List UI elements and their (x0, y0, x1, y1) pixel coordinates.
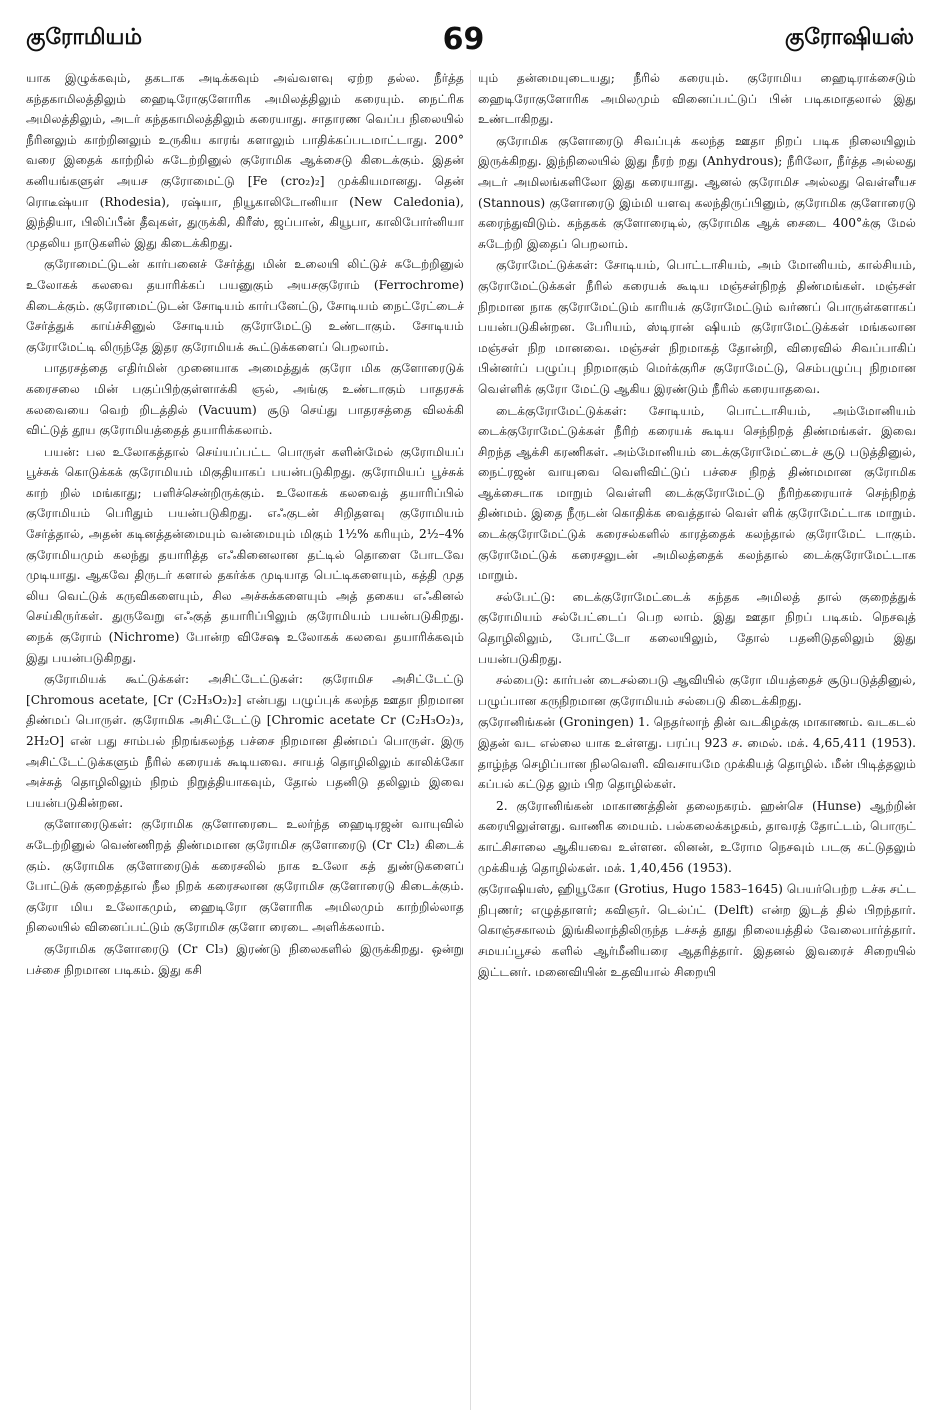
running-head-right: குரோஷியஸ் (784, 25, 914, 50)
paragraph: பயன்: பல உலோகத்தால் செய்யப்பட்ட பொருள் களின்மேல் குரோமியப் பூச்சுக் கொடுக்கக் குரோமியம் மிகுதியாகப் பயன்படுகிறது. குரோமியப் பூச்சுக் காற் றில் மங்காது; பளிச்சென்றிருக்கும். உலோகக் கலவைத் தயாரிப்பில் குரோமியம் பெரிதும் பயன்படுகிறது. எஃகுடன் சிறிதளவு குரோமியம் சேர்த்தால், அதன் கடினத்தன்மையும் வன்மையும் மிகும் 1½% கரியும், 2½–4% குரோமியமும் கலந்து தயாரித்த எஃகினைலான தட்டில் தொளை போடவே முடியாது. ஆகவே திருடர் களால் தகர்க்க முடியாத பெட்டிகளையும், கத்தி முத லிய வெட்டுக் கருவிகளையும், சில அச்சுக்களையும் அத் தகைய எஃகினல் செய்கிருர்கள். துருவேறு எஃகுத் தயாரிப்பிலும் குரோமியம் பயன்படுகிறது. நைக் குரோம் (Nichrome) போன்ற விசேஷ உலோகக் கலவை தயாரிக்கவும் இது பயன்படுகிறது. (26, 444, 464, 665)
paragraph: டைக்குரோமேட்டுக்கள்: சோடியம், பொட்டாசியம், அம்மோனியம் டைக்குரோமேட்டுக்கள் நீரிற் கரையக் கூடிய செந்நிறத் திண்மங்கள். இவை சிறந்த ஆக்சி கரணிகள். அம்மோனியம் டைக்குரோமேட்டைச் சூடு படுத்தினுல், நைட்ரஜன் வாயுவை வெளிவிட்டுப் பச்சை நிறத் திண்மமான குரோமிக ஆக்சைடாக மாறும் வெள்ளி டைக்குரோமேட்டு நீரிற்கரையாச் செந்நிறத் திண்மம். இதை நீருடன் கொதிக்க வைத்தால் வெள் ளிக் குரோமேட்டாக மாறும். டைக்குரோமேட்டுக் கரைசல்களில் காரத்தைக் கலந்தால் குரோமேட் டாகும். குரோமேட்டுக் கரைசலுடன் அமிலத்தைக் கலந்தால் டைக்குரோமேட்டாக மாறும். (478, 403, 916, 583)
paragraph: குரோமியக் கூட்டுக்கள்: அசிட்டேட்டுகள்: குரோமிச அசிட்டேட்டு [Chromous acetate, [Cr (C₂H₃O₂)₂] என்பது பழுப்புக் கலந்த ஊதா நிறமான திண்மப் பொருள். குரோமிக அசிட்டேட்டு [Chromic acetate Cr (C₂H₃O₂)₃, 2H₂O] என் பது சாம்பல் நிறங்கலந்த பச்சை நிறமான திண்மப் பொருள். இரு அசிட்டேட்டுக்களும் நீரில் கரையக் கூடியவை. சாயத் தொழிலிலும் காலிக்கோ அச்சுத் தொழிலிலும் நிறம் நிறுத்தியாகவும், தோல் பதனிடு தலிலும் இவை பயன்படுகின்றன. (26, 672, 464, 810)
right-column (478, 68, 916, 1414)
left-column (26, 68, 464, 1414)
paragraph: குரோமிக குளோரைடு (Cr Cl₃) இரண்டு நிலைகளில் இருக்கிறது. ஒன்று பச்சை நிறமான படிகம். இது கசி (26, 941, 464, 977)
paragraph: யும் தன்மையுடையது; நீரில் கரையும். குரோமிய ஹைடிராக்சைடும் ஹைடிரோகுளோரிக அமிலமும் வினைப்பட்டுப் பின் படிகமாதலால் இது உண்டாகிறது. (478, 71, 916, 127)
paragraph: குளோரைடுகள்: குரோமிக குளோரைடை உலர்ந்த ஹைடிரஜன் வாயுவில் சுடேற்றினுல் வெண்ணிறத் திண்மமான குரோமிச குளோரைடு (Cr Cl₂) கிடைக் கும். குரோமிக குளோரைடுக் கரைசலில் நாக உலோ கத் துண்டுகளைப் போட்டுக் குறைத்தால் நீல நிறக் கரைசலான குரோமிச குளோரைடு கிடைக்கும். குரோ மிய உலோகமும், ஹைடிரோ குளோரிக அமிலமும் காற்றில்லாத நிலையில் வினைப்பட்டும் குரோமிச குளோ ரைடை அளிக்கலாம். (26, 817, 464, 935)
paragraph: யாக இழுக்கவும், தகடாக அடிக்கவும் அவ்வளவு ஏற்ற தல்ல. நீர்த்த கந்தகாமிலத்திலும் ஹைடிரோகுளோரிக அமிலத்திலும் கரையும். நைட்ரிக அமிலத்திலும், அடர் கந்தகாமிலத்திலும் கரையாது. சாதாரண வெப்ப நிலையில் நீரினலும் காற்றினலும் உருகிய காரங் களாலும் பாதிக்கப்படமாட்டாது. 200° வரை இதைக் காற்றில் சுடேற்றினுல் குரோமிக ஆக்சைடு கிடைக்கும். இதன் கனியங்களுள் அயச குரோமைட்டு [Fe (cro₂)₂] முக்கியமானது. தென் ரொடீஷ்யா (Rhodesia), ரஷ்யா, நியூகாலிடோனியா (New Caledonia), இந்தியா, பிலிப்பீன் தீவுகள், துருக்கி, கிரீஸ், ஜப்பான், கியூபா, காலிபோர்னியா முதலிய நாடுகளில் இது கிடைக்கிறது. (26, 71, 464, 250)
entry-grotius: குரோஷியஸ், ஹியூகோ (Grotius, Hugo 1583–1645) பெயர்பெற்ற டச்சு சட்ட நிபுணர்; எழுத்தாளர்; கவிஞர். டெல்ப்ட் (Delft) என்ற இடத் தில் பிறந்தார். கொஞ்சகாலம் இங்கிலாந்திலிருந்த டச்சுத் தூது நிலையத்தில் வேலைபார்த்தார். சமயப்பூசல் களில் ஆர்மீனியரை ஆதரித்தார். இதனல் இவரைச் சிறையில் இட்டனர். மனைவியின் உதவியால் சிறையி (478, 882, 916, 979)
page-number: 69 (442, 21, 485, 57)
page-header (26, 18, 914, 60)
paragraph: சல்பைடு: கார்பன் டைசல்பைடு ஆவியில் குரோ மியத்தைச் சூடுபடுத்தினுல், பழுப்பான கருநிறமான குரோமியம் சல்பைடு கிடைக்கிறது. (478, 673, 916, 708)
paragraph: குரோமிக குளோரைடு சிவப்புக் கலந்த ஊதா நிறப் படிக நிலையிலும் இருக்கிறது. இந்நிலையில் இது நீரற் றது (Anhydrous); நீரிலோ, நீர்த்த அல்லது அடர் அமிலங்களிலோ இது கரையாது. ஆனல் குரோமிச அல்லது வெள்ளீயச (Stannous) குளோரைடு இம்மி யளவு கலந்திருப்பினும், குரோமிக குளோரைடு கரைந்துவிடும். கந்தகக் குளோரைடில், குரோமிக ஆக் சைடை 400°க்கு மேல் சுடேற்றி இதைப் பெறலாம். (478, 133, 916, 251)
paragraph: பாதரசத்தை எதிர்மின் முனையாக அமைத்துக் குரோ மிக குளோரைடுக் கரைசலை மின் பகுப்பிற்குள்ளாக்கி ஞல், அங்கு உண்டாகும் பாதரசக் கலவையை வெற் றிடத்தில் (Vacuum) சூடு செய்து பாதரசத்தை விலக்கி விட்டுத் தூய குரோமியத்தைத் தயாரிக்கலாம். (26, 361, 464, 438)
running-head-left: குரோமியம் (26, 25, 143, 50)
paragraph: 2. குரோனிங்கன் மாகாணத்தின் தலைநகரம். ஹன்செ (Hunse) ஆற்றின் கரையிலுள்ளது. வாணிக மையம். பல்கலைக்கழகம், தாவரத் தோட்டம், பொருட் காட்சிசாலை ஆகியவை உள்ளன. லினன், உரோம நெசவும் படகு கட்டுதலும் முக்கியத் தொழில்கள். மக். 1,40,456 (1953). (478, 798, 916, 875)
paragraph: சல்பேட்டு: டைக்குரோமேட்டைக் கந்தக அமிலத் தால் குறைத்துக் குரோமியம் சல்பேட்டைப் பெற லாம். இது ஊதா நிறப் படிகம். நெசவுத் தொழிலிலும், போட்டோ கலையிலும், தோல் பதனிடுதலிலும் இது பயன்படுகிறது. (478, 589, 916, 666)
entry-groningen: குரோனிங்கன் (Groningen) 1. நெதர்லாந் தின் வடகிழக்கு மாகாணம். வடகடல் இதன் வட எல்லை யாக உள்ளது. பரப்பு 923 ச. மைல். மக். 4,65,411 (1953). தாழ்ந்த செழிப்பான நிலவெளி. விவசாயமே முக்கியத் தொழில். மீன் பிடித்தலும் கப்பல் கட்டுத லும் பிற தொழில்கள். (478, 715, 916, 792)
column-divider (470, 70, 471, 1410)
paragraph: குரோமேட்டுக்கள்: சோடியம், பொட்டாசியம், அம் மோனியம், கால்சியம், குரோமேட்டுக்கள் நீரில் கரையக் கூடிய மஞ்சள்நிறத் திண்மங்கள். மஞ்சள் நிறமான நாக குரோமேட்டும் காரியக் குரோமேட்டும் வர்ணப் பொருள்களாகப் பயன்படுகின்றன. பேரியம், ஸ்டிரான் ஷியம் குரோமேட்டுக்கள் மங்கலான மஞ்சள் நிற மானவை. மஞ்சள் நிறமாகத் தோன்றி, விரைவில் சிவப்பாகிப் பின்னர்ப் பழுப்பு நிறமாகும் மெர்க்குரிச குரோமேட்டு, செம்பழுப்பு நிறமான வெள்ளிக் குரோ மேட்டு ஆகிய இரண்டும் நீரில் கரையாதவை. (478, 258, 916, 396)
paragraph: குரோமைட்டுடன் கார்பனைச் சேர்த்து மின் உலையி லிட்டுச் சுடேற்றினுல் உலோகக் கலவை தயாரிக்கப் பயனுகும் அயசகுரோம் (Ferrochrome) கிடைக்கும். குரோமைட்டுடன் சோடியம் கார்பனேட்டு, சோடியம் நைட்ரேட்டைச் சேர்த்துக் காய்ச்சினுல் சோடியம் குரோமேட்டு உண்டாகும். சோடியம் குரோமேட்டி லிருந்தே இதர குரோமியக் கூட்டுக்களைப் பெறலாம். (26, 257, 464, 354)
